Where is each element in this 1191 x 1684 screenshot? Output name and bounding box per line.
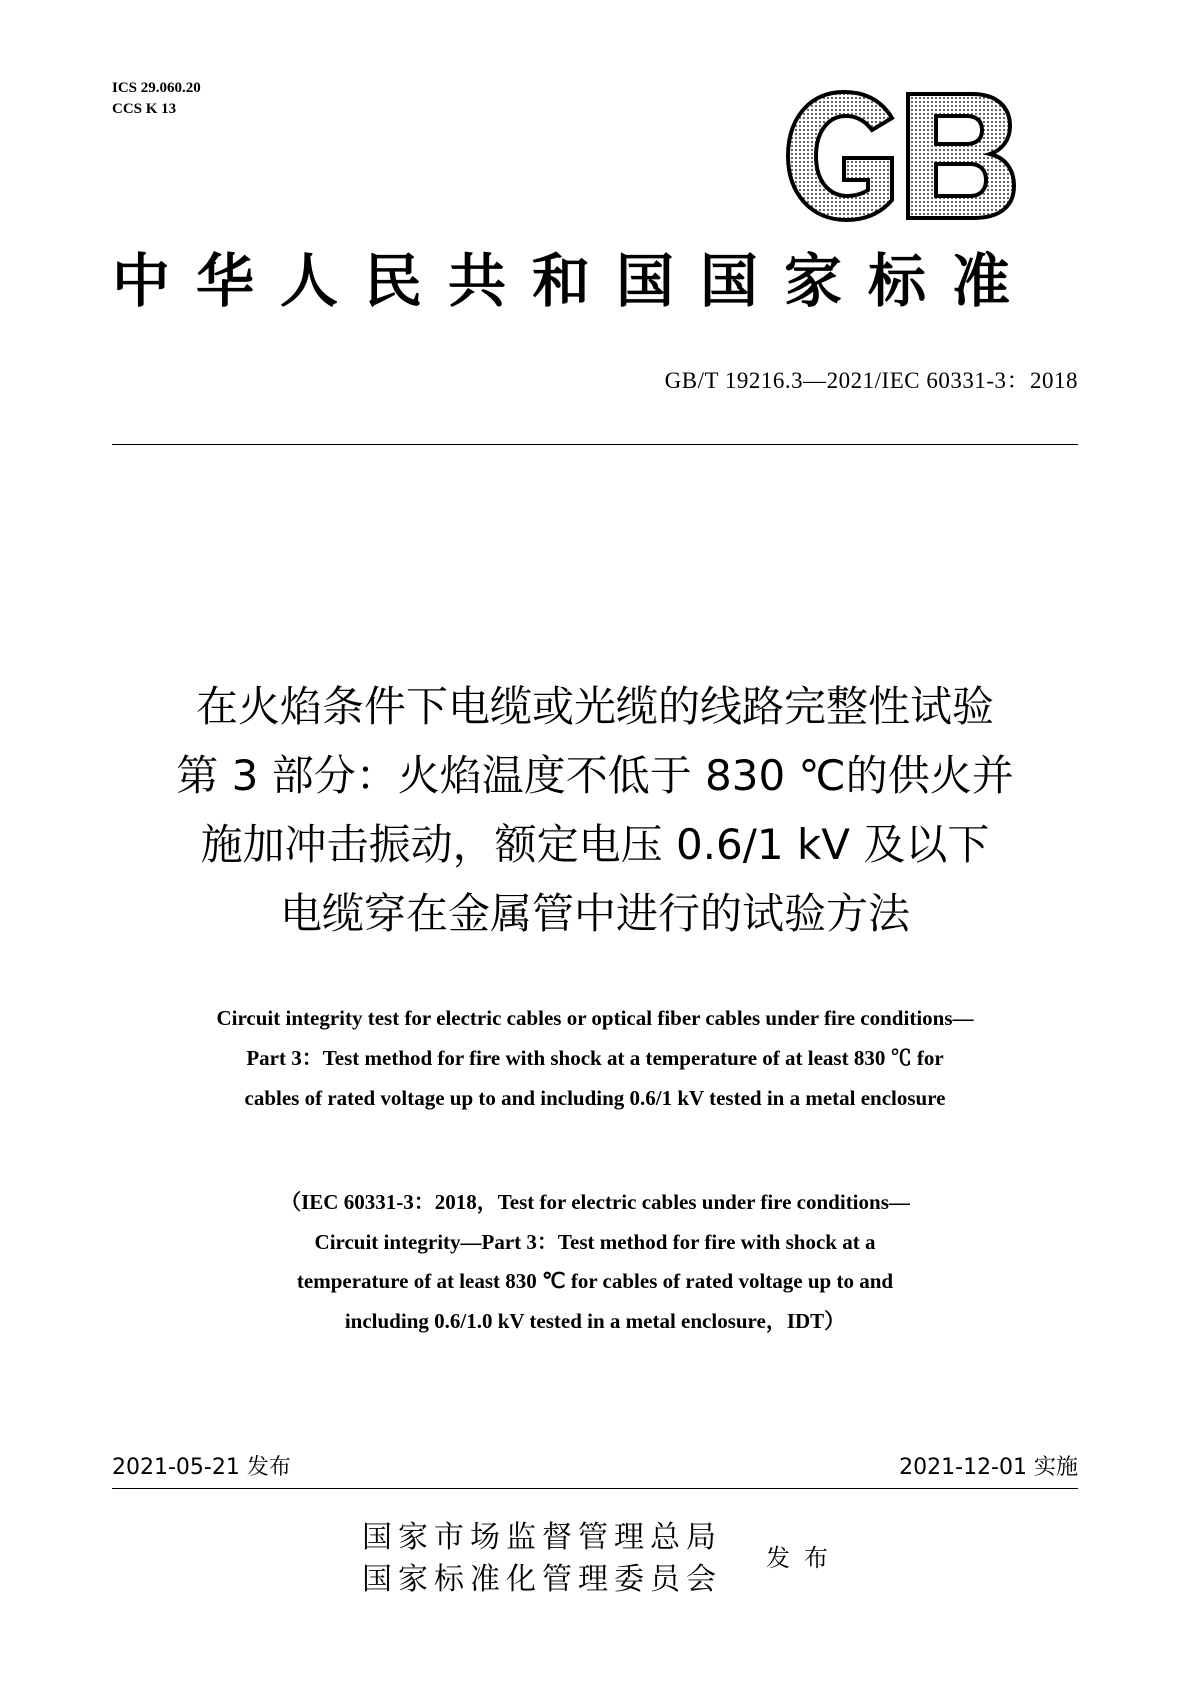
chinese-title-line: 电缆穿在金属管中进行的试验方法 <box>279 889 910 938</box>
chinese-title <box>100 672 1090 948</box>
logo-letter-g <box>788 92 892 220</box>
gb-standard-logo <box>782 88 1018 224</box>
english-title-line: cables of rated voltage up to and including 0.6/1 kV tested in a metal enclosure <box>244 1086 946 1110</box>
iec-reference-line: Circuit integrity—Part 3：Test method for fire with shock at a <box>314 1229 876 1254</box>
english-title-line: Circuit integrity test for electric cables or optical fiber cables under fire conditions— <box>216 1006 974 1030</box>
logo-letter-b <box>908 94 1014 218</box>
iec-reference-line: （IEC 60331-3：2018，Test for electric cables under fire conditions— <box>280 1190 910 1214</box>
implementation-date: 2021-12-01 实施 <box>899 1455 1078 1480</box>
english-title <box>100 998 1090 1118</box>
chinese-title-line: 在火焰条件下电缆或光缆的线路完整性试验 <box>195 682 994 731</box>
ics-code: ICS 29.060.20 <box>112 80 201 96</box>
iec-reference-line: including 0.6/1.0 kV tested in a metal enclosure，IDT） <box>344 1308 846 1333</box>
bottom-divider <box>112 1488 1078 1489</box>
national-standard-title: 中华人民共和国国家标准 <box>112 247 1037 315</box>
top-divider <box>112 444 1078 445</box>
publish-label: 发布 <box>766 1544 842 1572</box>
iec-reference <box>100 1183 1090 1341</box>
classification-codes <box>112 78 201 120</box>
ccs-code: CCS K 13 <box>112 101 177 117</box>
issuing-authorities <box>362 1517 722 1601</box>
issuer-sac: 国家标准化管理委员会 <box>362 1562 722 1597</box>
english-title-line: Part 3：Test method for fire with shock at a temperature of at least 830 ℃ for <box>246 1046 944 1070</box>
issuer-samr: 国家市场监督管理总局 <box>362 1520 722 1555</box>
iec-reference-line: temperature of at least 830 ℃ for cables of rated voltage up to and <box>296 1269 894 1293</box>
issue-date: 2021-05-21 发布 <box>112 1455 291 1480</box>
chinese-title-line: 施加冲击振动，额定电压 0.6/1 kV 及以下 <box>200 820 990 869</box>
standard-number: GB/T 19216.3—2021/IEC 60331-3：2018 <box>664 368 1078 393</box>
chinese-title-line: 第 3 部分：火焰温度不低于 830 ℃的供火并 <box>176 751 1014 800</box>
